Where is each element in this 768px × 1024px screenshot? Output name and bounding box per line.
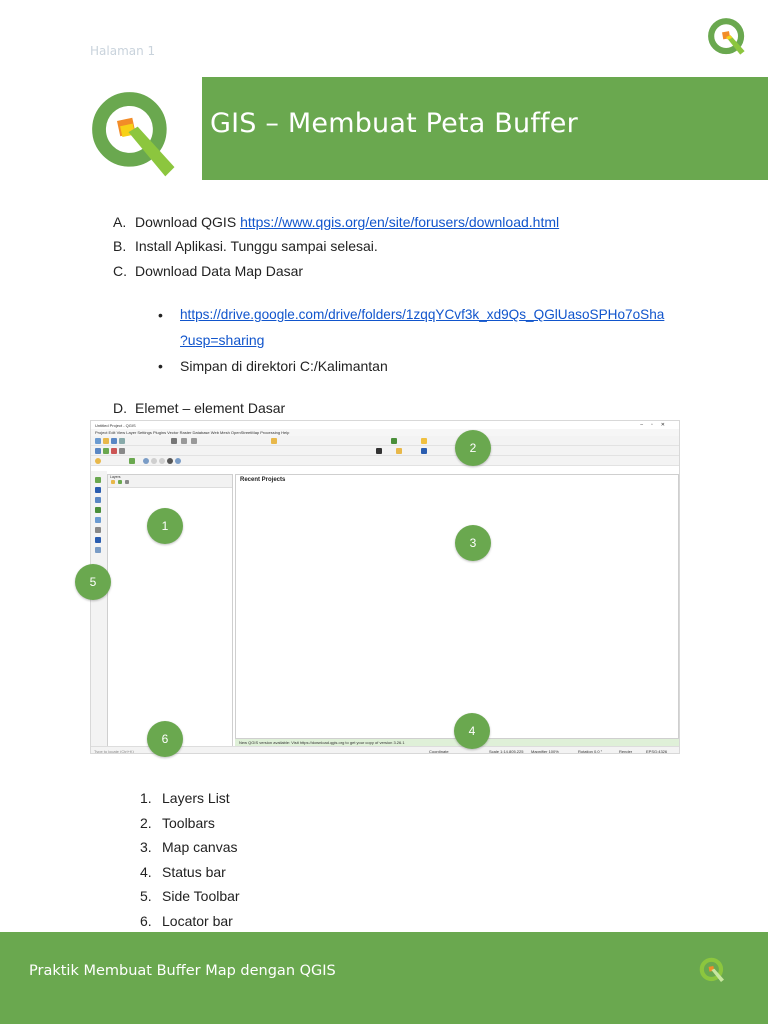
qgis-logo-icon [697, 955, 727, 985]
callout-side-toolbar: 5 [75, 564, 111, 600]
list-text: Status bar [162, 863, 226, 880]
scale-field[interactable]: Scale 1:14,805,225 [489, 749, 524, 754]
window-controls: –▫✕ [640, 422, 673, 428]
step-b [113, 238, 378, 254]
step-d [113, 400, 285, 416]
raster-layer-icon[interactable] [95, 487, 101, 493]
qgis-toolbar-row1 [91, 436, 679, 446]
page-title: GIS – Membuat Peta Buffer [210, 108, 578, 139]
pan-icon[interactable] [171, 438, 177, 444]
step-text: Elemet – element Dasar [135, 400, 286, 416]
qgis-toolbar-row3 [91, 456, 679, 466]
step-label: C. [113, 263, 127, 279]
callout-status-bar: 4 [454, 713, 490, 749]
filter-icon[interactable] [125, 480, 129, 484]
coordinate-label: Coordinate [429, 749, 449, 754]
add-vector-icon[interactable] [103, 448, 109, 454]
step-label: D. [113, 400, 127, 416]
element-list [140, 786, 240, 934]
help-icon[interactable] [95, 458, 101, 464]
list-item [140, 811, 240, 836]
save-dir-text: Simpan di direktori C:/Kalimantan [180, 358, 388, 374]
qgis-logo-icon [705, 15, 749, 59]
list-item [140, 909, 240, 934]
data-source-icon[interactable] [95, 448, 101, 454]
step-text: Download Data Map Dasar [135, 263, 304, 279]
bullet-dot: • [158, 307, 163, 323]
render-checkbox[interactable]: Render [619, 749, 633, 754]
field-calc-icon[interactable] [391, 438, 397, 444]
annotation-icon[interactable] [421, 438, 427, 444]
list-text: Map canvas [162, 839, 238, 856]
locator-input[interactable]: Type to locate (Ctrl+K) [94, 749, 134, 754]
step-a [113, 214, 559, 230]
list-number: 6. [140, 912, 152, 929]
circle-tool-icon[interactable] [167, 458, 173, 464]
list-number: 1. [140, 790, 152, 806]
crs-button[interactable]: EPSG:4326 [646, 749, 668, 754]
add-group-icon[interactable] [118, 480, 122, 484]
qgis-logo-icon [88, 88, 180, 180]
footer-text: Praktik Membuat Buffer Map dengan QGIS [29, 963, 336, 979]
step-label: A. [113, 214, 127, 230]
step-text: Install Aplikasi. Tunggu sampai selesai. [135, 238, 378, 254]
drive-link-line2[interactable]: ?usp=sharing [180, 332, 265, 348]
vector-layer-icon[interactable] [95, 477, 101, 483]
rotation-field[interactable]: Rotation 0.0 ° [578, 749, 603, 754]
zoom-out-icon[interactable] [191, 438, 197, 444]
qgis-window-title: Untitled Project - QGIS [95, 423, 136, 428]
postgis-icon[interactable] [95, 517, 101, 523]
page-number: Halaman 1 [90, 44, 156, 58]
list-item [140, 835, 240, 860]
circle-tool-icon[interactable] [151, 458, 157, 464]
layers-title: Layers [110, 475, 121, 479]
open-styling-icon[interactable] [111, 480, 115, 484]
add-raster-icon[interactable] [111, 448, 117, 454]
list-text: Layers List [162, 790, 230, 806]
db-layer-icon[interactable] [95, 497, 101, 503]
edit-icon[interactable] [119, 448, 125, 454]
drive-link-line1[interactable]: https://drive.google.com/drive/folders/1zqqYCvf3k_xd9Qs_QGlUasoSPHo7oSha [180, 307, 665, 322]
list-number: 4. [140, 863, 152, 880]
map-canvas[interactable] [235, 474, 679, 739]
layers-header [108, 475, 232, 488]
list-item [140, 884, 240, 909]
list-text: Locator bar [162, 912, 233, 929]
qgis-toolbar-row2 [91, 446, 679, 456]
save-project-icon[interactable] [111, 438, 117, 444]
plugin-icon[interactable] [396, 448, 402, 454]
spatialite-icon[interactable] [95, 507, 101, 513]
globe-icon[interactable] [143, 458, 149, 464]
bullet-dot: • [158, 358, 163, 374]
qgis-titlebar [91, 421, 679, 429]
list-number: 3. [140, 839, 152, 856]
circle-tool-icon[interactable] [175, 458, 181, 464]
open-project-icon[interactable] [103, 438, 109, 444]
callout-layers-list: 1 [147, 508, 183, 544]
python-icon[interactable] [376, 448, 382, 454]
list-text: Side Toolbar [162, 888, 240, 905]
list-number: 5. [140, 888, 152, 905]
callout-locator-bar: 6 [147, 721, 183, 757]
callout-map-canvas: 3 [455, 525, 491, 561]
step-text: Download QGIS [135, 214, 241, 230]
qgis-screenshot [90, 420, 680, 754]
list-item [140, 786, 240, 811]
callout-toolbars: 2 [455, 430, 491, 466]
processing-icon[interactable] [421, 448, 427, 454]
digitize-icon[interactable] [129, 458, 135, 464]
mssql-icon[interactable] [95, 527, 101, 533]
version-notice-text: New QGIS version available: Visit https://download.qgis.org to get your copy of version 3.26.1 [239, 740, 405, 745]
qgis-menu-items: Project Edit View Layer Settings Plugins Vector Raster Database Web Mesh OpenStreetMap Processing Help [95, 430, 290, 435]
qgis-download-link[interactable]: https://www.qgis.org/en/site/forusers/download.html [240, 214, 560, 230]
zoom-in-icon[interactable] [181, 438, 187, 444]
list-text: Toolbars [162, 814, 215, 831]
list-number: 2. [140, 814, 152, 831]
circle-tool-icon[interactable] [159, 458, 165, 464]
print-layout-icon[interactable] [119, 438, 125, 444]
new-project-icon[interactable] [95, 438, 101, 444]
list-item [140, 860, 240, 885]
side-toolbar [91, 471, 107, 749]
step-label: B. [113, 238, 127, 254]
identify-icon[interactable] [271, 438, 277, 444]
magnifier-field[interactable]: Magnifier 100% [531, 749, 559, 754]
wfs-icon[interactable] [95, 547, 101, 553]
step-c [113, 263, 303, 279]
wms-icon[interactable] [95, 537, 101, 543]
recent-projects-title: Recent Projects [240, 477, 286, 483]
qgis-menubar [91, 429, 679, 436]
